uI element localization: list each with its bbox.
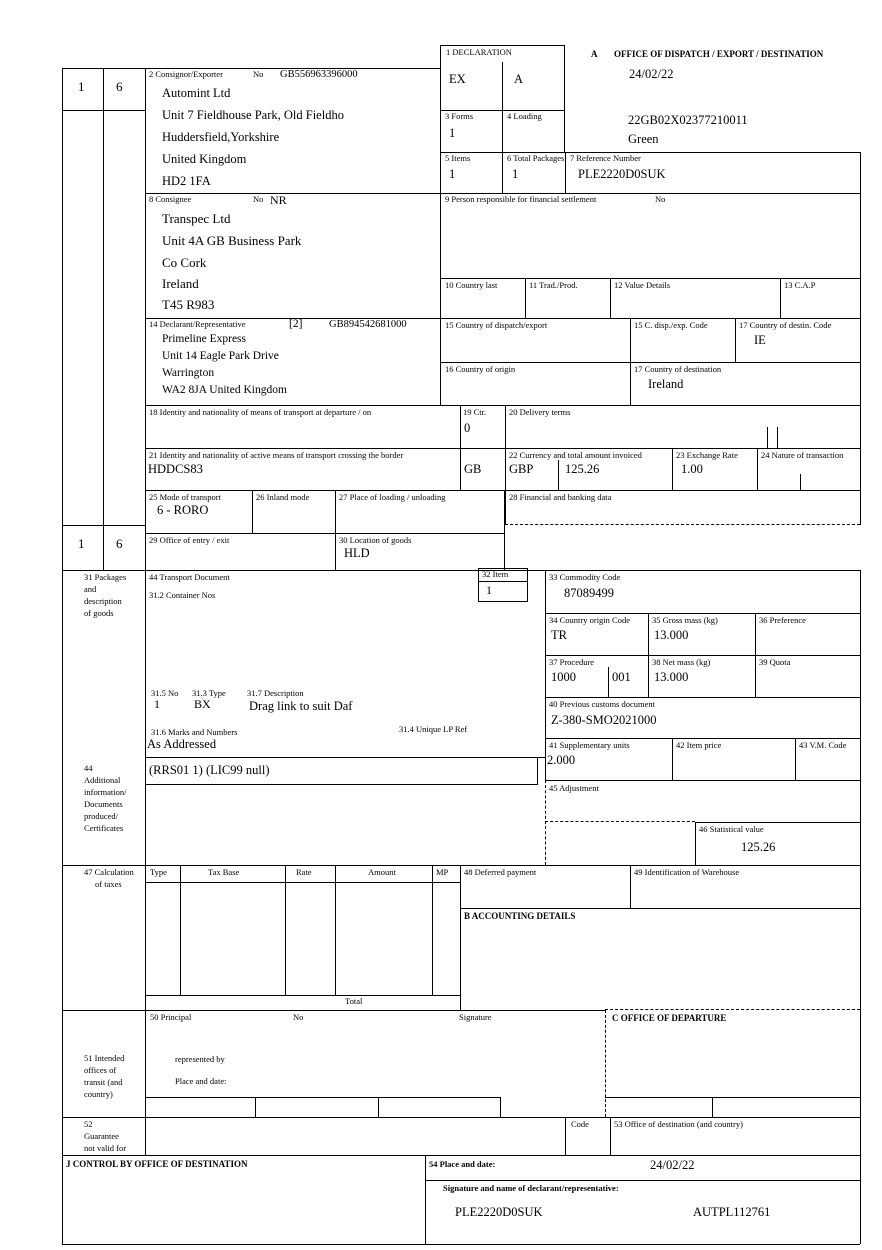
box32-label: 32 Item — [482, 569, 509, 579]
box48-label: 48 Deferred payment — [464, 867, 537, 877]
box41-label: 41 Supplementary units — [549, 740, 630, 750]
form-right-edge-line-lower — [860, 570, 861, 1244]
box24-label: 24 Nature of transaction — [761, 450, 844, 460]
box54-authorisation: AUTPL112761 — [693, 1205, 771, 1219]
code-box-line — [565, 1117, 566, 1155]
represented-by-label: represented by — [175, 1054, 225, 1064]
box2-no-label: No — [253, 69, 264, 79]
declaration-subtype: A — [514, 72, 524, 86]
section-b-accounting — [460, 908, 860, 1010]
tax-header-type: Type — [150, 867, 167, 877]
box40-label: 40 Previous customs document — [549, 699, 656, 709]
box31-6-value: As Addressed — [147, 737, 217, 751]
copy-cell-6 — [103, 68, 145, 110]
copy-cell-6-lower — [103, 525, 145, 570]
box11-label: 11 Trad./Prod. — [529, 280, 578, 290]
consignor-country: United Kingdom — [162, 152, 247, 166]
tax-column-line — [432, 865, 433, 995]
section-j-label: J CONTROL BY OFFICE OF DESTINATION — [66, 1159, 248, 1169]
signature-cell-line — [712, 1097, 713, 1117]
tax-column-line — [285, 865, 286, 995]
box41-value: 2.000 — [547, 753, 576, 767]
box52-label-2: Guarantee — [84, 1131, 119, 1141]
box14-code: [2] — [289, 318, 303, 330]
box1-label: 1 DECLARATION — [446, 47, 512, 57]
box54-divider-line — [425, 1180, 860, 1181]
box51-label-4: country) — [84, 1089, 113, 1099]
box45-dashed-bottom-line — [545, 821, 695, 822]
box8-label: 8 Consignee — [149, 194, 192, 204]
box38-value: 13.000 — [654, 670, 689, 684]
box8-no-label: No — [253, 194, 264, 204]
copy-number-6: 6 — [116, 79, 123, 94]
box44-label-3: information/ — [84, 787, 127, 797]
box15a-label: 15 C. disp./exp. Code — [634, 320, 708, 330]
office-header-letter: A — [591, 49, 598, 59]
box31-label-1: 31 Packages — [84, 572, 127, 582]
box31-2-label: 31.2 Container Nos — [149, 590, 216, 600]
box26-label: 26 Inland mode — [256, 492, 310, 502]
box19-value: 0 — [464, 421, 471, 435]
box27-label: 27 Place of loading / unloading — [339, 492, 446, 502]
section-c-dashed-top-line — [605, 1009, 860, 1010]
left-margin-column-a — [62, 110, 103, 525]
box35-value: 13.000 — [654, 628, 689, 642]
box17-label: 17 Country of destination — [634, 364, 722, 374]
box33-value: 87089499 — [564, 586, 614, 600]
box44-label-4: Documents — [84, 799, 123, 809]
box17a-label: 17 Country of destin. Code — [739, 320, 832, 330]
box34-value: TR — [551, 628, 567, 642]
box3-value: 1 — [449, 126, 456, 140]
box22-amount: 125.26 — [565, 462, 600, 476]
box16-label: 16 Country of origin — [445, 364, 516, 374]
box10-label: 10 Country last — [445, 280, 498, 290]
box31-3-value: BX — [194, 697, 211, 711]
code-label: Code — [571, 1119, 589, 1129]
box47-label-2: of taxes — [95, 879, 122, 889]
box28-dashed-bottom-line — [505, 524, 860, 525]
box3-label: 3 Forms — [445, 111, 474, 121]
routing-value: Green — [628, 132, 659, 146]
box54-signature-label: Signature and name of declarant/representative: — [443, 1183, 619, 1193]
box31-label-3: description — [84, 596, 122, 606]
box44-label-2: Additional — [84, 775, 121, 785]
box31-label-4: of goods — [84, 608, 114, 618]
box17a-value: IE — [754, 333, 766, 347]
box44-value: (RRS01 1) (LIC99 null) — [149, 763, 270, 777]
box44-label-1: 44 — [84, 763, 93, 773]
box50-label: 50 Principal — [150, 1012, 192, 1022]
box45-dashed-left-line — [545, 780, 546, 865]
consignor-postcode: HD2 1FA — [162, 174, 211, 188]
tax-header-mp: MP — [436, 867, 449, 877]
box40-value: Z-380-SMO2021000 — [551, 713, 657, 727]
box31-7-label: 31.7 Description — [247, 688, 304, 698]
box32-value: 1 — [486, 583, 492, 597]
box52-label-1: 52 — [84, 1119, 93, 1129]
box6-value: 1 — [512, 167, 519, 181]
tax-header-line — [145, 882, 460, 883]
box34-label: 34 Country origin Code — [549, 615, 630, 625]
box54-label: 54 Place and date: — [429, 1159, 496, 1169]
box21-nationality: GB — [464, 462, 482, 476]
tax-total-line — [145, 995, 460, 996]
box37-value2: 001 — [612, 670, 631, 684]
box19-label: 19 Ctr. — [463, 407, 487, 417]
mrn-value: 22GB02X02377210011 — [628, 113, 748, 127]
box8-id: NR — [270, 193, 287, 207]
signature-cells-top-line — [145, 1097, 500, 1098]
box5-value: 1 — [449, 167, 456, 181]
box5-label: 5 Items — [445, 153, 471, 163]
box9-label: 9 Person responsible for financial settlement — [445, 194, 597, 204]
box51-label-3: transit (and — [84, 1077, 123, 1087]
box6-label: 6 Total Packages — [507, 153, 565, 163]
box2-label: 2 Consignor/Exporter — [149, 69, 223, 79]
section-c-label: C OFFICE OF DEPARTURE — [612, 1013, 727, 1023]
consignee-address-1: Unit 4A GB Business Park — [162, 233, 302, 248]
box30-value: HLD — [344, 546, 370, 560]
box31-7-value: Drag link to suit Daf — [249, 699, 353, 713]
declarant-name: Primeline Express — [162, 333, 246, 345]
tax-header-tax-base: Tax Base — [208, 867, 240, 877]
box54-date: 24/02/22 — [650, 1158, 695, 1172]
place-and-date-label: Place and date: — [175, 1076, 227, 1086]
box39-label: 39 Quota — [759, 657, 791, 667]
box53-label: 53 Office of destination (and country) — [614, 1119, 743, 1129]
consignee-name: Transpec Ltd — [162, 211, 231, 226]
box9-financial-settlement — [440, 193, 860, 278]
box50-no-label: No — [293, 1012, 304, 1022]
box20-tick-line — [767, 427, 768, 448]
box46-label: 46 Statistical value — [699, 824, 764, 834]
signature-cells-top-line-right — [605, 1097, 860, 1098]
declaration-divider-line — [502, 62, 503, 110]
box15-label: 15 Country of dispatch/export — [445, 320, 548, 330]
tax-header-rate: Rate — [296, 867, 312, 877]
box45-top-line — [545, 780, 860, 781]
tax-table — [145, 865, 460, 1010]
office-header-date: 24/02/22 — [629, 67, 674, 81]
box32-divider-line — [478, 581, 528, 582]
box20-tick-line — [777, 427, 778, 448]
box17-value: Ireland — [648, 377, 684, 391]
box53-left-line — [610, 1117, 611, 1155]
box51-label-2: offices of — [84, 1065, 117, 1075]
consignee-address-2: Co Cork — [162, 255, 207, 270]
copy-number-1-lower: 1 — [78, 536, 85, 551]
box22-label: 22 Currency and total amount invoiced — [509, 450, 642, 460]
row52-top-line — [62, 1117, 860, 1118]
box52-label-3: not valid for — [84, 1143, 127, 1153]
box4-label: 4 Loading — [507, 111, 542, 121]
box22-divider-line — [558, 460, 559, 490]
box31-3-label: 31.3 Type — [192, 688, 226, 698]
consignor-name: Automint Ltd — [162, 86, 231, 100]
copy-number-6-lower: 6 — [116, 536, 123, 551]
box31-4-label: 31.4 Unique LP Ref — [399, 724, 468, 734]
box14-label: 14 Declarant/Representative — [149, 319, 246, 329]
box45-label: 45 Adjustment — [549, 783, 599, 793]
consignor-address-1: Unit 7 Fieldhouse Park, Old Fieldho — [162, 108, 344, 122]
box25-label: 25 Mode of transport — [149, 492, 222, 502]
box44-label-6: Certificates — [84, 823, 124, 833]
consignor-address-2: Huddersfield,Yorkshire — [162, 130, 280, 144]
box21-nationality-divider — [460, 448, 461, 490]
tax-column-line — [180, 865, 181, 995]
section-b-label: B ACCOUNTING DETAILS — [464, 911, 576, 921]
box37-label: 37 Procedure — [549, 657, 595, 667]
box33-label: 33 Commodity Code — [549, 572, 621, 582]
box47-label-1: 47 Calculation — [84, 867, 134, 877]
box7-label: 7 Reference Number — [570, 153, 641, 163]
row50-top-line — [145, 1010, 605, 1011]
box23-label: 23 Exchange Rate — [676, 450, 738, 460]
box31-label-2: and — [84, 584, 97, 594]
box49-label: 49 Identification of Warehouse — [634, 867, 740, 877]
box54-reference: PLE2220D0SUK — [455, 1205, 543, 1219]
box20-label: 20 Delivery terms — [509, 407, 571, 417]
signature-cell-line — [255, 1097, 256, 1117]
declarant-address-2: Warrington — [162, 367, 215, 379]
box31-5-value: 1 — [154, 697, 160, 711]
box42-label: 42 Item price — [676, 740, 722, 750]
box14-eori: GB894542681000 — [329, 319, 407, 330]
consignee-country: Ireland — [162, 276, 199, 291]
box43-label: 43 V.M. Code — [799, 740, 847, 750]
box22-currency: GBP — [509, 462, 534, 476]
box38-label: 38 Net mass (kg) — [652, 657, 711, 667]
box24-tick-line — [800, 474, 801, 490]
box2-eori: GB556963396000 — [280, 69, 358, 80]
box28-label: 28 Financial and banking data — [509, 492, 612, 502]
signature-cell-line — [500, 1097, 501, 1117]
left-column-edge-line — [145, 785, 146, 865]
box51-label-1: 51 Intended — [84, 1053, 125, 1063]
copy-number-1: 1 — [78, 79, 85, 94]
box35-label: 35 Gross mass (kg) — [652, 615, 718, 625]
main-left-edge-line — [145, 1010, 146, 1155]
section-c-dashed-left-line — [605, 1010, 606, 1117]
box13-label: 13 C.A.P — [784, 280, 816, 290]
box44-transport-label: 44 Transport Document — [149, 572, 230, 582]
box31-6-label: 31.6 Marks and Numbers — [151, 727, 238, 737]
tax-total-label: Total — [345, 996, 363, 1006]
box12-label: 12 Value Details — [614, 280, 671, 290]
signature-cell-line — [378, 1097, 379, 1117]
left-margin-column-b — [103, 110, 145, 525]
box36-label: 36 Preference — [759, 615, 806, 625]
box44-label-5: produced/ — [84, 811, 118, 821]
form-bottom-line — [62, 1244, 860, 1245]
box7-value: PLE2220D0SUK — [578, 167, 666, 181]
declaration-type: EX — [449, 72, 466, 86]
tax-column-line — [335, 865, 336, 995]
box21-label: 21 Identity and nationality of active means of transport crossing the border — [149, 450, 404, 460]
box29-label: 29 Office of entry / exit — [149, 535, 230, 545]
box30-label: 30 Location of goods — [339, 535, 412, 545]
box9-no-label: No — [655, 194, 666, 204]
office-header-label: OFFICE OF DISPATCH / EXPORT / DESTINATION — [614, 49, 824, 59]
form-right-edge-line — [860, 152, 861, 525]
tax-header-amount: Amount — [368, 867, 396, 877]
declarant-address-1: Unit 14 Eagle Park Drive — [162, 350, 279, 362]
box18-label: 18 Identity and nationality of means of transport at departure / on — [149, 407, 372, 417]
box31-5-label: 31.5 No — [151, 688, 179, 698]
box25-value: 6 - RORO — [157, 503, 209, 517]
consignee-postcode: T45 R983 — [162, 297, 215, 312]
declarant-postcode: WA2 8JA United Kingdom — [162, 384, 287, 396]
box46-value: 125.26 — [741, 840, 776, 854]
box50-signature-label: Signature — [459, 1012, 492, 1022]
box37-value: 1000 — [551, 670, 576, 684]
box23-value: 1.00 — [681, 462, 703, 476]
box21-value: HDDCS83 — [148, 462, 203, 476]
box37-divider-line — [608, 667, 609, 697]
